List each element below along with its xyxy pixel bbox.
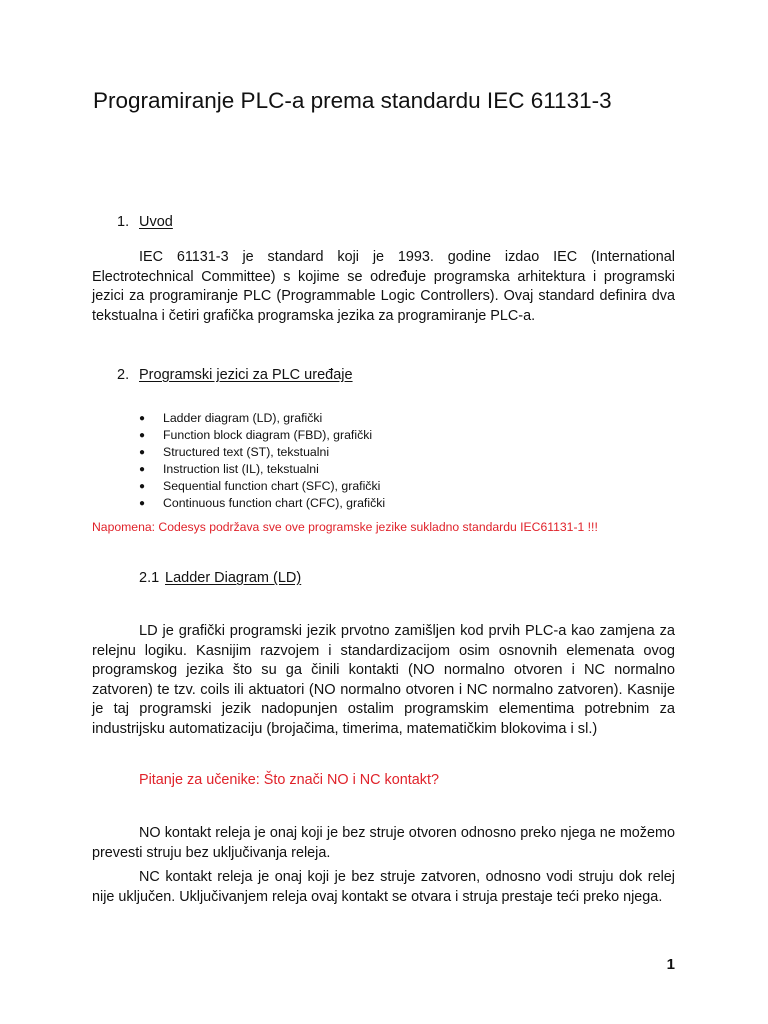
section1-paragraph: IEC 61131-3 je standard koji je 1993. godine izdao IEC (International Electrotechnical Committee) s kojime se određuje programska arhitektura i programski jezici za programiranje PLC (Programmable Logic Controllers). Ovaj standard definira dva tekstualna i četiri grafička programska jezika za programiranje PLC-a. [92, 249, 675, 324]
bullet-icon: ● [139, 430, 146, 441]
page-number: 1 [666, 956, 675, 973]
bullet-icon: ● [139, 481, 146, 492]
section2-number: 2. [117, 367, 130, 383]
section1-number: 1. [117, 214, 130, 230]
section21-paragraph: LD je grafički programski jezik prvotno zamišljen kod prvih PLC-a kao zamjena za relejnu logiku. Kasnijim razvojem i standardizacijom osim osnovnih elemenata ovog programskog jezika što su ga činili kontakti (NO normalno otvoren i NC normalno zatvoren) te tzv. coils ili aktuatori (NO normalno otvoren i NC normalno zatvoren). Kasnije je taj programski jezik nadopunjen ostalim programskim elementima potrebnim za industrijsku automatizaciju (brojačima, timerima, matematičkim blokovima i sl.) [92, 623, 675, 737]
bullet-icon: ● [139, 413, 146, 424]
list-item: ● Ladder diagram (LD), grafički [139, 411, 323, 425]
answer-nc-contact: NC kontakt releja je onaj koji je bez struje zatvoren, odnosno vodi struju dok relej nije uključen. Uključivanjem releja ovaj kontakt se otvara i struja prestaje teći preko njega. [92, 869, 675, 905]
document-title: Programiranje PLC-a prema standardu IEC 61131-3 [93, 88, 612, 113]
codesys-note: Napomena: Codesys podržava sve ove programske jezike sukladno standardu IEC61131-1 !!! [92, 520, 598, 534]
section21-number: 2.1 [139, 570, 160, 586]
bullet-icon: ● [139, 447, 146, 458]
list-item: ● Structured text (ST), tekstualni [139, 445, 330, 459]
section2-heading: Programski jezici za PLC uređaje [139, 367, 353, 383]
list-item: ● Sequential function chart (SFC), grafički [139, 479, 381, 493]
language-list [139, 410, 385, 512]
answer-no-contact: NO kontakt releja je onaj koji je bez struje otvoren odnosno preko njega ne možemo prevesti struju bez uključivanja releja. [92, 825, 675, 861]
section1-heading: Uvod [139, 214, 173, 230]
bullet-icon: ● [139, 464, 146, 475]
student-question: Pitanje za učenike: Što znači NO i NC kontakt? [139, 772, 439, 788]
list-item: ● Continuous function chart (CFC), grafički [139, 496, 386, 510]
list-item: ● Function block diagram (FBD), grafički [139, 428, 373, 442]
section21-heading: Ladder Diagram (LD) [165, 570, 302, 586]
list-item: ● Instruction list (IL), tekstualni [139, 462, 319, 476]
bullet-icon: ● [139, 498, 146, 509]
